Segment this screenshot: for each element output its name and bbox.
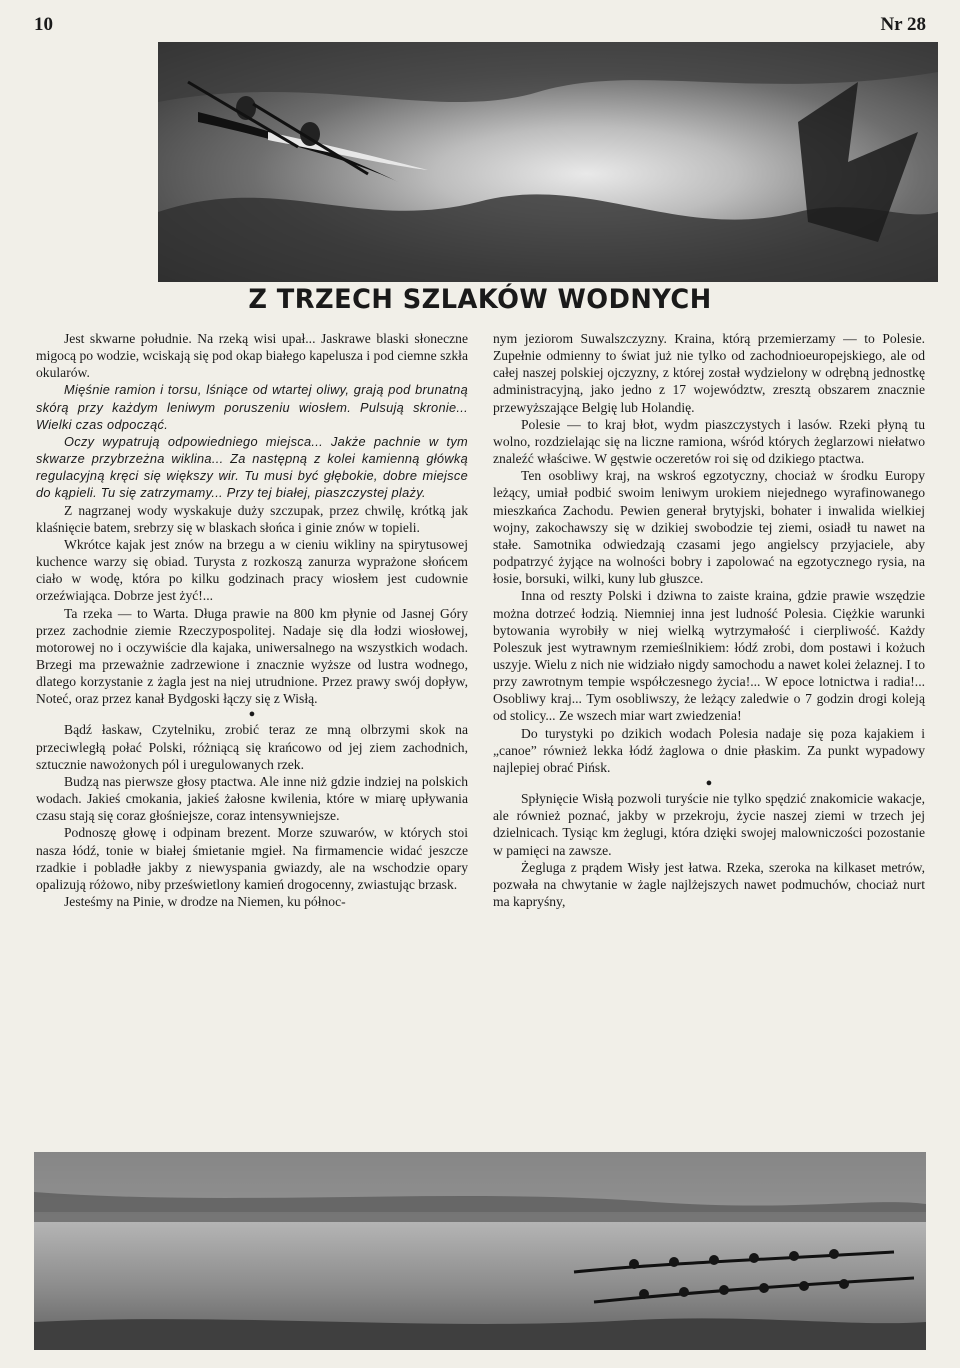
paragraph: Mięśnie ramion i torsu, lśniące od wtartej oliwy, grają pod brunatną skórą przy każdym leniwym poruszeniu wiosłem. Pulsują skronie... Wielki czas odpocząć. (36, 382, 468, 432)
paragraph: Bądź łaskaw, Czytelniku, zrobić teraz ze mną olbrzymi skok na przeciwległą połać Polski, różniącą się krańcowo od jej ziem zachodnich, sztucznie nawożonych pól i uregulowanych rzek. (36, 722, 468, 772)
paragraph: Ta rzeka — to Warta. Długa prawie na 800 km płynie od Jasnej Góry przez zachodnie ziemie Rzeczypospolitej. Nadaje się dla łodzi wiosłowej, motorowej no i oczywiście dla kajaka, uniwersalnego na wszystkich wodach. Brzegi ma przeważnie zadrzewione i znacznie wyższe od lustra wodnego, dlatego korzystanie z żagla jest na niej utrudnione. Przez prawy swój dopływ, Noteć, oraz przez kanał Bydgoski łączy się z Wisłą. (36, 605, 468, 707)
article-headline: Z TRZECH SZLAKÓW WODNYCH (248, 284, 712, 315)
section-separator: ● (248, 708, 256, 721)
paragraph: Polesie — to kraj błot, wydm piaszczystych i lasów. Rzeki płyną tu wolno, rozdzielając się na liczne ramiona, wśród których żeglarzowi niełatwo znaleźć właściwe. W gęstwie oczeretów roi się od dzikiego ptactwa. (493, 416, 925, 467)
paragraph: Do turystyki po dzikich wodach Polesia nadaje się poza kajakiem i „canoe” również lekka łódź żaglowa o dnie płaskim. Za punkt wypadowy najlepiej obrać Pińsk. (493, 725, 925, 775)
paragraph: Podnoszę głowę i odpinam brezent. Morze szuwarów, w których stoi nasza łódź, tonie w białej śmietanie mgieł. Na firmamencie widać jeszcze rzadkie i pobladłe jakby z niewyspania gwiazdy, ale na wschodzie opary opalizują różowo, niby prześwietlony kamień drogocenny, zwiastując brzask. (36, 825, 468, 892)
issue-number: Nr 28 (880, 14, 926, 35)
paragraph: Spłynięcie Wisłą pozwoli turyście nie tylko spędzić znakomicie wakacje, ale również poznać, jakby w przekroju, życie naszej ziemi w trzech jej dzielnicach. Tysiąc km żeglugi, która dzięki swojej malowniczości pozostanie w pamięci na zawsze. (493, 791, 925, 858)
paragraph: Wkrótce kajak jest znów na brzegu a w cieniu wikliny na spirytusowej kuchence warzy się obiad. Turysta z rozkoszą zanurza wyprażone słońcem ciało w wodę, która po kilku godzinach pracy wiosłem jest cudownie orzeźwiająca. Dobrze jest żyć!... (36, 536, 468, 604)
page-number: 10 (34, 14, 53, 35)
paragraph: Ten osobliwy kraj, na wskroś egzotyczny, chociaż w środku Europy leżący, umiał podbić swoim leniwym urokiem niejednego wyrafinowanego mieszkańca Zachodu. Pewien generał brytyjski, bohater i inwalida wielkiej wojny, zakochawszy się w dzikiej swobodzie tej ziemi, osiadł tu nawet na stałe. Samotnika odwiedzają czasami jego angielscy przyjaciele, aby podpatrzyć żyjące na wolności bobry i zapolować na egzotycznego rysia, na łosie, borsuki, wilki, kuny lub głuszce. (493, 468, 925, 587)
paragraph: Budzą nas pierwsze głosy ptactwa. Ale inne niż gdzie indziej na polskich wodach. Jakieś cmokania, jakieś żałosne kwilenia, które w miarę upływania czasu stają się coraz głośniejsze, coraz intensywniejsze. (36, 773, 468, 824)
kayak-photo (158, 42, 938, 282)
paragraph: Oczy wypatrują odpowiedniego miejsca... Jakże pachnie w tym skwarze przybrzeżna wiklina... Za następną z kolei kamienną główką regulacyjną kręci się większy wir. Tu musi być głębokie, dobre miejsce do kąpieli. Tu się zatrzymamy... Przy tej białej, piaszczystej plaży. (36, 433, 468, 501)
paragraph: nym jeziorom Suwalszczyzny. Kraina, którą przemierzamy — to Polesie. Zupełnie odmienny to świat już nie tylko od zachodnioeuropejskiego, ale od całej naszej polskiej ojczyzny, z której został wydzielony w odrębną jednostkę administracyjną, jako jedno z 17 województw, zresztą obszarem znacznie przewyższające Belgię lub Holandię. (493, 331, 925, 415)
article-column-right (493, 330, 925, 910)
paragraph: Inna od reszty Polski i dziwna to zaiste kraina, gdzie prawie wszędzie można dotrzeć łodzią. Niemniej inna jest ludność Polesia. Ciężkie warunki bytowania wyrobiły w niej wielką wytrzymałość i cierpliwość. Każdy Poleszuk jest wytrawnym rzemieślnikiem: łódź zrobi, dom postawi i kożuch uszyje. Wielu z nich nie widziało nigdy samochodu a nawet kolei żelaznej. I to przy zawrotnym tempie współczesnego życia!... W epoce lotnictwa i radia!... Osobliwy kraj... Tym osobliwszy, że leżący zaledwie o 7 godzin drogi koleją od stolicy... Ze wszech miar wart zwiedzenia! (493, 588, 925, 724)
paragraph: Jest skwarne południe. Na rzeką wisi upał... Jaskrawe blaski słoneczne migocą po wodzie, wciskają się pod okap białego kapelusza i pod ciemne szkła okularów. (36, 331, 468, 381)
article-column-left (36, 330, 468, 910)
paragraph: Żegluga z prądem Wisły jest łatwa. Rzeka, szeroka na kilkaset metrów, pozwała na chwytanie w żagle najlżejszych nawet podmuchów, chociaż nurt ma kapryśny, (493, 859, 925, 909)
paragraph: Z nagrzanej wody wyskakuje duży szczupak, przez chwilę, krótką jak klaśnięcie batem, srebrzy się w blaskach słońca i ginie znów w topieli. (36, 502, 468, 535)
paragraph: Jesteśmy na Pinie, w drodze na Niemen, ku północ- (64, 894, 346, 909)
rowing-photo (34, 1152, 926, 1350)
kayak-illustration (158, 42, 938, 282)
rowing-illustration (34, 1152, 926, 1350)
section-separator: ● (705, 777, 713, 790)
